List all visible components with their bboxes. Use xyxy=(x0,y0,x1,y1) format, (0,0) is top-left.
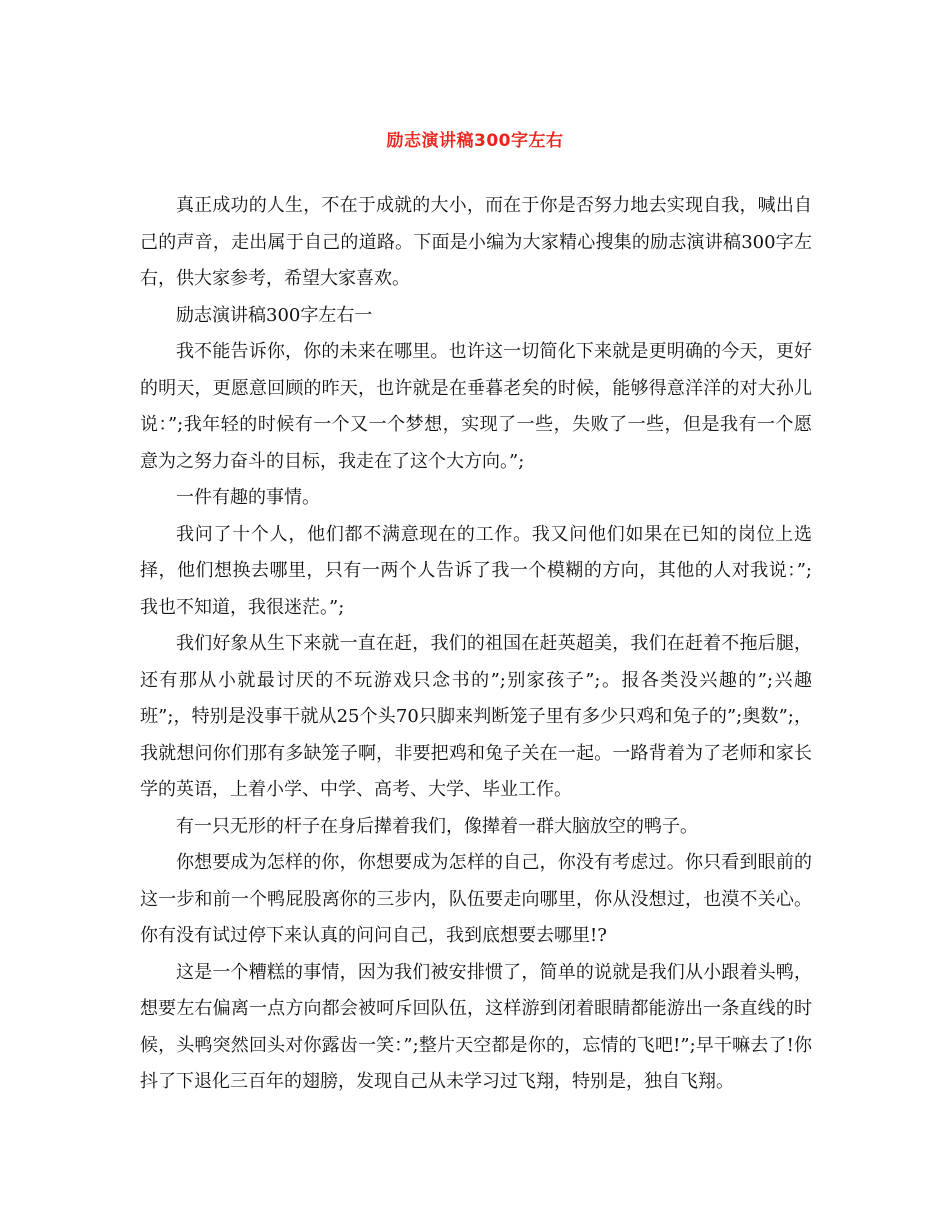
body-paragraph: 我问了十个人，他们都不满意现在的工作。我又问他们如果在已知的岗位上选择，他们想换去哪里，只有一两个人告诉了我一个模糊的方向，其他的人对我说：”;我也不知道，我很迷茫。”; xyxy=(140,523,812,618)
document-body xyxy=(140,188,812,1101)
body-paragraph: 我不能告诉你，你的未来在哪里。也许这一切简化下来就是更明确的今天，更好的明天，更愿意回顾的昨天，也许就是在垂暮老矣的时候，能够得意洋洋的对大孙儿说：”;我年轻的时候有一个又一个梦想，实现了一些，失败了一些，但是我有一个愿意为之努力奋斗的目标，我走在了这个大方向。”; xyxy=(140,341,812,472)
body-paragraph: 你想要成为怎样的你，你想要成为怎样的自己，你没有考虑过。你只看到眼前的这一步和前一个鸭屁股离你的三步内，队伍要走向哪里，你从没想过，也漠不关心。你有没有试过停下来认真的问问自己，我到底想要去哪里!? xyxy=(140,852,812,946)
intro-paragraph: 真正成功的人生，不在于成就的大小，而在于你是否努力地去实现自我，喊出自己的声音，走出属于自己的道路。下面是小编为大家精心搜集的励志演讲稿300字左右，供大家参考，希望大家喜欢。 xyxy=(140,195,812,289)
body-paragraph: 我们好象从生下来就一直在赶，我们的祖国在赶英超美，我们在赶着不拖后腿，还有那从小就最讨厌的不玩游戏只念书的”;别家孩子”;。报各类没兴趣的”;兴趣班”;，特别是没事干就从25个头70只脚来判断笼子里有多少只鸡和兔子的”;奥数”;，我就想问你们那有多缺笼子啊，非要把鸡和兔子关在一起。一路背着为了老师和家长学的英语，上着小学、中学、高考、大学、毕业工作。 xyxy=(140,633,812,800)
document-title: 励志演讲稿300字左右 xyxy=(386,131,564,151)
body-paragraph: 一件有趣的事情。 xyxy=(176,487,320,508)
body-paragraph: 有一只无形的杆子在身后撵着我们，像撵着一群大脑放空的鸭子。 xyxy=(176,815,698,837)
body-paragraph: 这是一个糟糕的事情，因为我们被安排惯了，简单的说就是我们从小跟着头鸭，想要左右偏离一点方向都会被呵斥回队伍，这样游到闭着眼睛都能游出一条直线的时候，头鸭突然回头对你露齿一笑：”;整片天空都是你的，忘情的飞吧!”;早干嘛去了!你抖了下退化三百年的翅膀，发现自己从未学习过飞翔，特别是，独自飞翔。 xyxy=(140,961,812,1092)
section-heading: 励志演讲稿300字左右一 xyxy=(176,304,373,326)
